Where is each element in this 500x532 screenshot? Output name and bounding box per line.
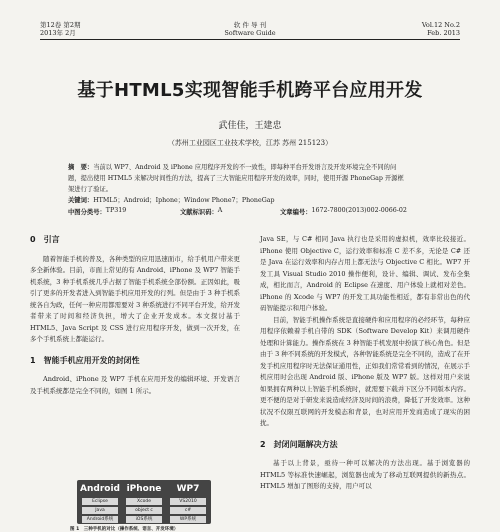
body-paragraph: Java SE，与 C# 相同 Java 执行也是采用的虚拟机，效率比较接近。iPhone 使用 Objective C，运行效率和标准 C 差不多，无论是 C# 还是 Java 在运行效率和内存占用上都无法与 Objective C 相比。WP7 开发工具 Visual Studio 2010 操作便利，设计、编辑、调试、发布全集成，相比而言，Android 的 Eclipse 在速度、用户体验上就相对差色。iPhone 的 Xcode 与 WP7 的开发工具功能性相近，都有非常出色的代码智能提示和用户体验。: [260, 235, 470, 312]
header-rule: [40, 39, 460, 40]
left-column: [30, 234, 240, 397]
figure-column-wp7: WP7: [176, 484, 200, 494]
document-code: 文献标识码： A: [180, 207, 223, 216]
figure-cell: Eclipse: [82, 498, 118, 505]
article-number: 文章编号： 1672-7800(2013)002-0066-02: [280, 207, 407, 216]
right-column: [260, 234, 470, 493]
figure-cell: Java: [82, 507, 118, 514]
paper-authors: 武佳佳，王建忠: [218, 121, 282, 131]
clc-number: 中图分类号： TP319: [68, 207, 127, 216]
running-header: [40, 21, 460, 47]
abstract-line: 架进行了验证。: [68, 186, 113, 193]
figure-cell: VS2010: [170, 498, 206, 505]
header-journal: 软 件 导 刊 Software Guide: [224, 21, 276, 37]
body-paragraph: 随着智能手机的普及，各种类型的应用迅速面市，给手机用户带来更多全新体验。目前，市面上常见的有 Android、iPhone 及 WP7 智能手机系统，3 种手机系统几乎占据了智能手机系统全部份额。正因如此，吸引了更多的开发者进入到智能手机应用开发的行列。但是由于 3 种手机系统各自为政，任何一种应用都需要对 3 种系统进行不同平台开发，给开发者带来了时间和经济负担，增大了企业开发成本。本文探讨基于 HTML5、Java Script 及 CSS 进行应用程序开发，做到一次开发，在多个手机系统上都能运行。: [30, 254, 240, 343]
body-paragraph: 基于以上背景，亟待一种可以解决的方法出现。基于浏览器的 HTML5 等标准快速崛起，浏览器也成为了移动互联网提供的新热点。HTML5 增加了图形的支持，用户可以: [260, 459, 470, 490]
paper-title: 基于HTML5实现智能手机跨平台应用开发: [77, 80, 423, 101]
section-heading-solution: 2 封闭问题解决方法: [260, 439, 338, 449]
figure-caption: 图 1 三种手机的对比（操作系统、语言、开发环境）: [70, 527, 179, 532]
section-heading-closedness: 1 智能手机应用开发的封闭性: [30, 355, 140, 365]
figure-cell: object c: [126, 507, 162, 514]
abstract-line: 题，提出使用 HTML5 来解决时间性的方法，提高了三大智能应用程序开发的效率，同时，使用开源 PhoneGap 开源框: [68, 175, 404, 182]
figure-cell: Android系统: [82, 516, 118, 523]
paper-affiliation: （苏州工业园区工业技术学校，江苏 苏州 215123）: [167, 139, 333, 147]
figure-cell: Xcode: [126, 498, 162, 505]
figure-column-iphone: iPhone: [126, 484, 162, 494]
abstract-line: 摘 要：当前以 WP7、Android 及 iPhone 应用程序开发的不一致性，即每种平台开发语言及开发环境完全不同的问: [68, 164, 397, 171]
header-issue: Vol.12 No.2 Feb. 2013: [421, 21, 460, 37]
figure-cell: iOS系统: [126, 516, 162, 523]
body-paragraph: Android、iPhone 及 WP7 手机在应用开发的编辑环境、开发语言及手机系统都是完全不同的，如图 1 所示。: [30, 375, 240, 395]
header-volume: 第12卷 第2期 2013年 2月: [40, 21, 81, 37]
keywords: 关键词：HTML5；Android；Iphone；Window Phone7；PhoneGap: [68, 197, 275, 204]
figure-platform-comparison: [77, 480, 211, 524]
figure-cell: WP系统: [170, 516, 206, 523]
figure-cell: c#: [170, 507, 206, 514]
figure-column-android: Android: [80, 484, 120, 494]
body-paragraph: 目前，智能手机操作系统是直接硬件和应用程序的必经环节，每种应用程序依赖着手机自带的 SDK（Software Develop Kit）来调用硬件处理和计算能力。操作系统在 3 种智能手机发展中扮演了核心角色。但是由于 3 种不同系统的开发模式，各种智能系统是完全不同的，造成了在开发手机应用程序时无法保证通用性，正如我们常常看到的情况，在展示手机应用时会出现 Android 版、iPhone 版及 WP7 版。这样对用户来说如果拥有两种以上智能手机系统时，就需要下载并下区分不同版本内容。更不便的是对于研发来说造成经济及时间的浪费，降低了开发效率。这种状况不仅限互联网的开发模态和背景，也对应用开发商造成了现实的困扰。: [260, 315, 470, 427]
section-heading-intro: 0 引言: [30, 235, 60, 244]
